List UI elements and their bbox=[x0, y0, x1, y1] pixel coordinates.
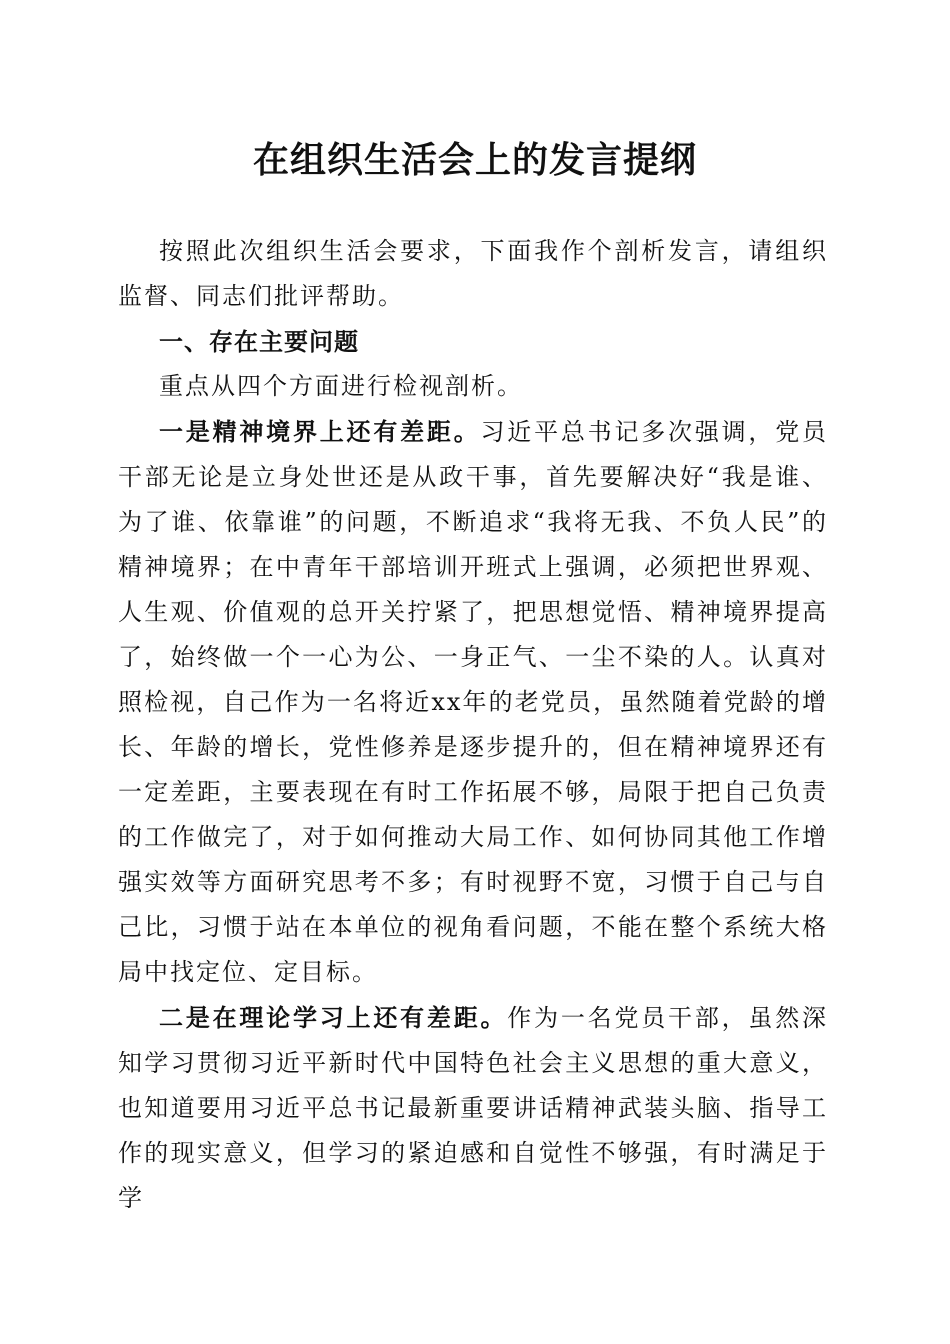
point-lead-1: 一是精神境界上还有差距。 bbox=[159, 417, 481, 446]
document-title: 在组织生活会上的发言提纲 bbox=[252, 139, 697, 181]
point-text-1: 习近平总书记多次强调，党员干部无论是立身处世还是从政干事，首先要解决好“我是谁、为了谁、依靠谁”的问题，不断追求“我将无我、不负人民”的精神境界；在中青年干部培训开班式上强调，必须把世界观、人生观、价值观的总开关拧紧了，把思想觉悟、精神境界提高了，始终做一个一心为公、一身正气、一尘不染的人。认真对照检视，自己作为一名将近xx年的老党员，虽然随着党龄的增长、年龄的增长，党性修养是逐步提升的，但在精神境界还有一定差距，主要表现在有时工作拓展不够，局限于把自己负责的工作做完了，对于如何推动大局工作、如何协同其他工作增强实效等方面研究思考不多；有时视野不宽，习惯于自己与自己比，习惯于站在本单位的视角看问题，不能在整个系统大格局中找定位、定目标。 bbox=[118, 418, 828, 986]
section-heading: 一、存在主要问题 bbox=[159, 327, 359, 356]
section-summary: 重点从四个方面进行检视剖析。 bbox=[159, 372, 523, 400]
intro-paragraph: 按照此次组织生活会要求，下面我作个剖析发言，请组织监督、同志们批评帮助。 bbox=[118, 237, 828, 310]
point-paragraph-1 bbox=[118, 409, 828, 995]
point-lead-2: 二是在理论学习上还有差距。 bbox=[159, 1003, 508, 1032]
point-paragraph-2 bbox=[118, 995, 828, 1221]
point-text-2: 作为一名党员干部，虽然深知学习贯彻习近平新时代中国特色社会主义思想的重大意义，也知道要用习近平总书记最新重要讲话精神武装头脑、指导工作的现实意义，但学习的紧迫感和自觉性不够强，有时满足于学 bbox=[118, 1004, 829, 1212]
document-body bbox=[118, 229, 828, 1221]
